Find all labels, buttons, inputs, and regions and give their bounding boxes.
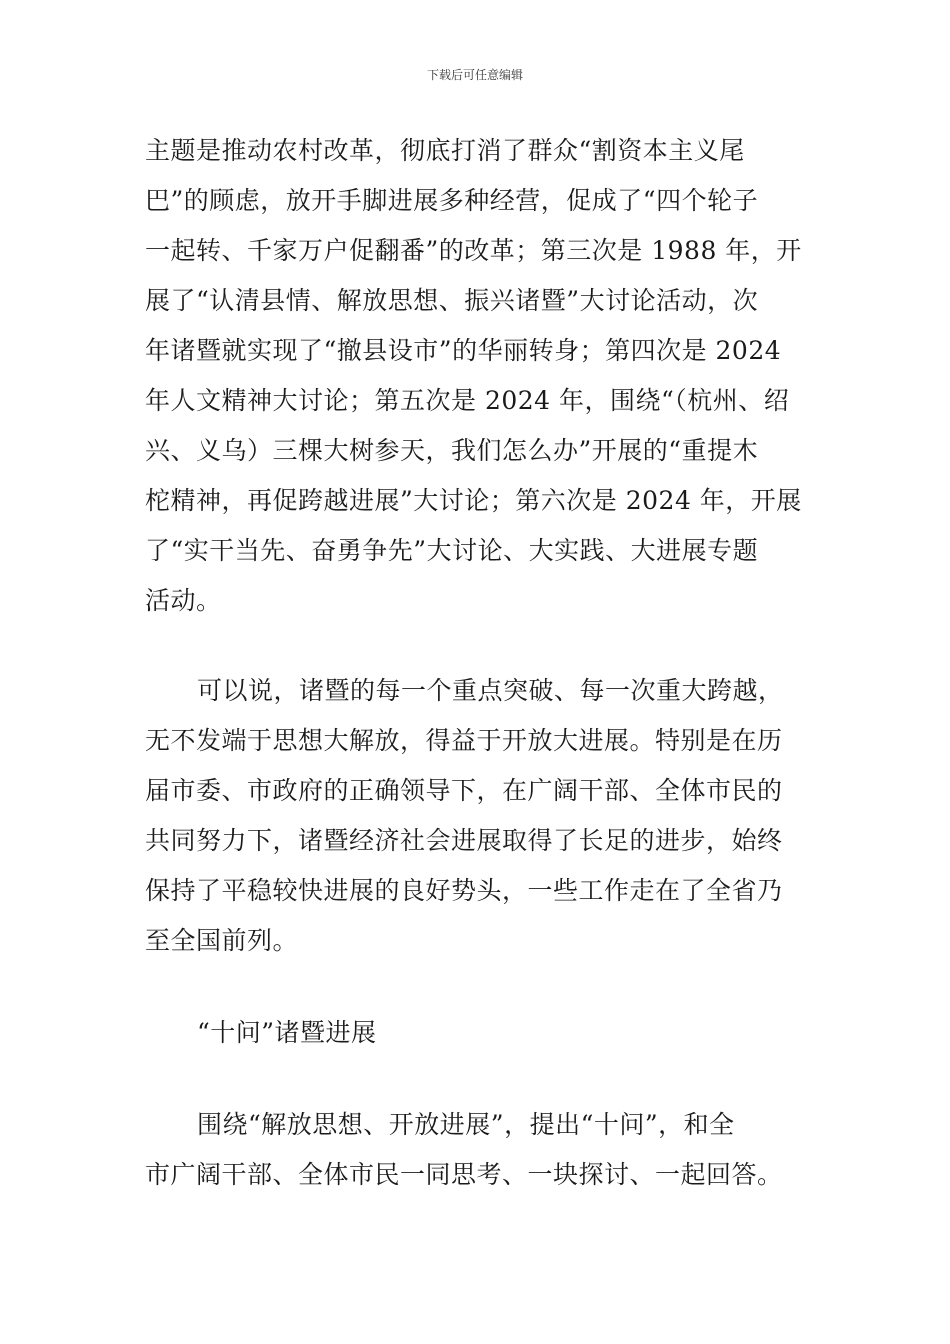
text-line: 无不发端于思想大解放，得益于开放大进展。特别是在历 bbox=[145, 726, 783, 755]
text-line: 活动。 bbox=[145, 586, 222, 615]
text-line: 共同努力下，诸暨经济社会进展取得了长足的进步，始终 bbox=[145, 826, 783, 855]
section-heading: “十问”诸暨进展 bbox=[197, 1018, 377, 1047]
text-line: 展了“认清县情、解放思想、振兴诸暨”大讨论活动，次 bbox=[145, 286, 759, 315]
text-line: 兴、义乌）三棵大树参天，我们怎么办”开展的“重提木 bbox=[145, 436, 759, 465]
text-line: 届市委、市政府的正确领导下，在广阔干部、全体市民的 bbox=[145, 776, 783, 805]
paragraph-2 bbox=[145, 666, 807, 966]
page-header: 下载后可任意编辑 bbox=[426, 68, 523, 82]
document-body bbox=[145, 126, 807, 1200]
text-line: 主题是推动农村改革，彻底打消了群众“割资本主义尾 bbox=[145, 136, 745, 165]
text-line: 年人文精神大讨论；第五次是 2024 年，围绕“（杭州、绍 bbox=[145, 386, 790, 415]
text-line: 了“实干当先、奋勇争先”大讨论、大实践、大进展专题 bbox=[145, 536, 759, 565]
text-line: 柁精神，再促跨越进展”大讨论；第六次是 2024 年，开展 bbox=[145, 486, 802, 515]
text-line: 巴”的顾虑，放开手脚进展多种经营，促成了“四个轮子 bbox=[145, 186, 759, 215]
text-line: 一起转、千家万户促翻番”的改革；第三次是 1988 年，开 bbox=[145, 236, 802, 265]
text-line: 可以说，诸暨的每一个重点突破、每一次重大跨越， bbox=[197, 676, 784, 705]
text-line: 保持了平稳较快进展的良好势头，一些工作走在了全省乃 bbox=[145, 876, 783, 905]
text-line: 至全国前列。 bbox=[145, 926, 299, 955]
paragraph-1 bbox=[145, 126, 807, 626]
text-line: 市广阔干部、全体市民一同思考、一块探讨、一起回答。 bbox=[145, 1160, 783, 1189]
text-line: 年诸暨就实现了“撤县设市”的华丽转身；第四次是 2024 bbox=[145, 336, 782, 365]
paragraph-3 bbox=[145, 1100, 807, 1200]
text-line: 围绕“解放思想、开放进展”，提出“十问”，和全 bbox=[197, 1110, 735, 1139]
